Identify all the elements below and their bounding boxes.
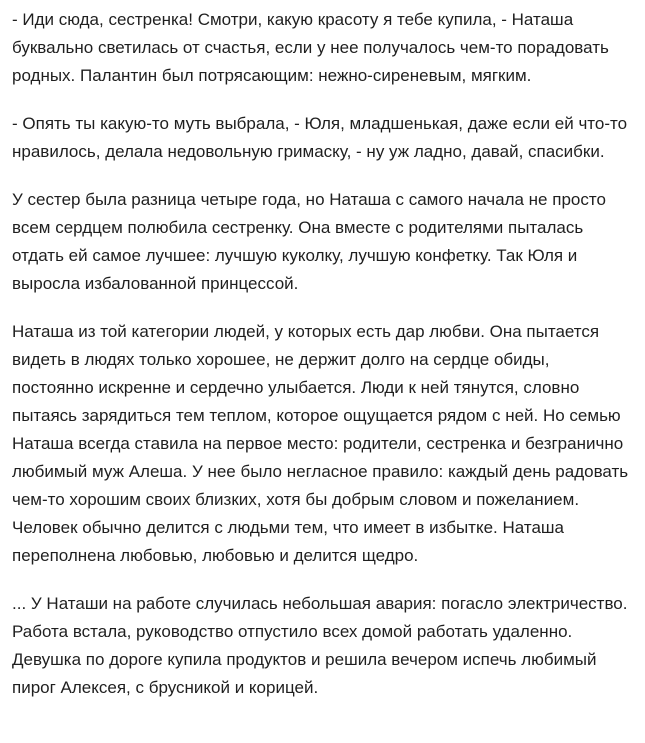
paragraph-5: ... У Наташи на работе случилась небольшая авария: погасло электричество. Работа встала, руководство отпустило всех домой работать удаленно. Девушка по дороге купила продуктов и решила вечером испечь любимый пирог Алексея, с брусникой и корицей.: [12, 594, 628, 697]
paragraph-1: - Иди сюда, сестренка! Смотри, какую красоту я тебе купила, - Наташа буквально светилась от счастья, если у нее получалось чем-то порадовать родных. Палантин был потрясающим: нежно-сиреневым, мягким.: [12, 10, 609, 85]
paragraph-4: Наташа из той категории людей, у которых есть дар любви. Она пытается видеть в людях только хорошее, не держит долго на сердце обиды, постоянно искренне и сердечно улыбается. Люди к ней тянутся, словно пытаясь зарядиться тем теплом, которое ощущается рядом с ней. Но семью Наташа всегда ставила на первое место: родители, сестренка и безгранично любимый муж Алеша. У нее было негласное правило: каждый день радовать чем-то хорошим своих близких, хотя бы добрым словом и пожеланием. Человек обычно делится с людьми тем, что имеет в избытке. Наташа переполнена любовью, любовью и делится щедро.: [12, 322, 629, 565]
paragraph-3: У сестер была разница четыре года, но Наташа с самого начала не просто всем сердцем полюбила сестренку. Она вместе с родителями пыталась отдать ей самое лучшее: лучшую куколку, лучшую конфетку. Так Юля и выросла избалованной принцессой.: [12, 190, 606, 293]
paragraph-2: - Опять ты какую-то муть выбрала, - Юля, младшенькая, даже если ей что-то нравилось, делала недовольную гримаску, - ну уж ладно, давай, спасибки.: [12, 114, 628, 161]
